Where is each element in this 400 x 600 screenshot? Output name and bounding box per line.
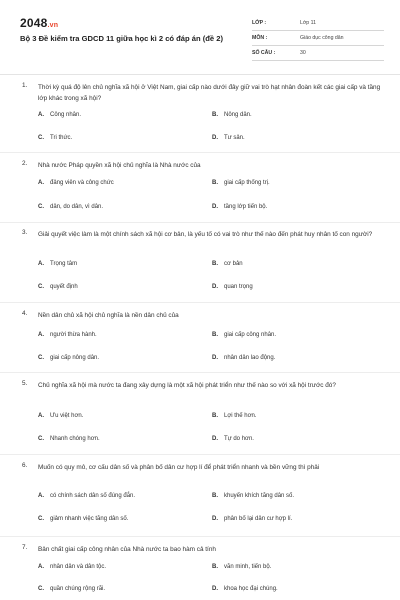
option-c[interactable]: C. Tri thức. — [38, 135, 73, 141]
meta-class: LỚP : Lớp 11 — [252, 16, 384, 31]
option-a[interactable]: A. Ưu việt hơn. — [38, 413, 84, 419]
exam-page: 2048.vn Bộ 3 Đề kiểm tra GDCD 11 giữa học kì 2 có đáp án (đề 2) LỚP : Lớp 11 MÔN : Giáo dục công dân SỐ CÂU : 30 1. Thời kỳ quá độ lên chủ nghĩa xã hội ở Việt Nam, giai cấp nào dưới đây giữ vai trò hạt nhân đoàn kết các giai cấp và tầng lớp khác trong xã hội? A. Công nhân. B. Nông dân. C. Tri thức. D. Tư sản. 2. Nhà nước Pháp quyền xã hội chủ nghĩa là Nhà nước của A. đảng viên và công chức B. giai cấp thống trị. C. dân, do dân, vì dân. D. tầng lớp tiến bộ. 3. Giải quyết việc làm là một chính sách xã hội cơ bản, là yếu tố có vai trò như thế nào đến phát huy nhân tố con người? A. Trọng tâm B. cơ bản C. quyết định D. quan trọng 4. Nền dân chủ xã hội chủ nghĩa là nền dân chủ của A. người thừa hành. B. giai cấp công nhân. C. giai cấp nông dân. D. nhân dân lao động. 5. Chủ nghĩa xã hội mà nước ta đang xây dựng là một xã hội phát triển như thế nào so với xã hội trước đó? A. Ưu việt hơn. B. Lợi thế hơn. C. Nhanh chóng hơn. D. Tự do hơn. 6. Muốn có quy mô, cơ cấu dân số và phân bố dân cư hợp lí để phát triển nhanh và bền vững thì phải A. có chính sách dân số đúng đắn. B. khuyến khích tăng dân số. C. giảm nhanh việc tăng dân số. D. phân bố lại dân cư hợp lí. 7. Bản chất giai cấp công nhân của Nhà nước ta bao hàm cả tính A. nhân dân và dân tộc. B. văn minh, tiến bộ. C. quần chúng rộng rãi. D. khoa học đại chúng. — [0, 0, 400, 600]
option-a[interactable]: A. Trọng tâm — [38, 261, 78, 267]
option-b[interactable]: B. Lợi thế hơn. — [212, 413, 257, 419]
meta-subject: MÔN : Giáo dục công dân — [252, 31, 384, 46]
header-divider — [0, 74, 400, 75]
option-a[interactable]: A. nhân dân và dân tộc. — [38, 564, 107, 570]
page-header — [18, 16, 384, 60]
option-a[interactable]: A. có chính sách dân số đúng đắn. — [38, 493, 136, 499]
option-b[interactable]: B. văn minh, tiến bộ. — [212, 564, 272, 570]
option-c[interactable]: C. quyết định — [38, 284, 78, 290]
option-b[interactable]: B. giai cấp thống trị. — [212, 180, 270, 186]
option-d[interactable]: D. nhân dân lao động. — [212, 355, 276, 361]
option-d[interactable]: D. tầng lớp tiến bộ. — [212, 204, 268, 210]
option-c[interactable]: C. Nhanh chóng hơn. — [38, 436, 100, 442]
meta-question-count: SỐ CÂU : 30 — [252, 46, 384, 61]
option-c[interactable]: C. giảm nhanh việc tăng dân số. — [38, 516, 129, 522]
option-d[interactable]: D. khoa học đại chúng. — [212, 586, 278, 592]
exam-meta — [252, 16, 384, 61]
option-a[interactable]: A. người thừa hành. — [38, 332, 97, 338]
option-d[interactable]: D. quan trọng — [212, 284, 253, 290]
option-b[interactable]: B. giai cấp công nhân. — [212, 332, 277, 338]
document-title: Bộ 3 Đề kiểm tra GDCD 11 giữa học kì 2 có đáp án (đề 2) — [20, 34, 223, 43]
question-text: Nền dân chủ xã hội chủ nghĩa là nền dân chủ của — [38, 312, 179, 319]
question-text: Nhà nước Pháp quyền xã hội chủ nghĩa là Nhà nước của — [38, 162, 201, 169]
question-divider — [0, 454, 400, 455]
question-text: Bản chất giai cấp công nhân của Nhà nước ta bao hàm cả tính — [38, 546, 216, 553]
question-text: Giải quyết việc làm là một chính sách xã hội cơ bản, là yếu tố có vai trò như thế nào đến phát huy nhân tố con người? — [38, 231, 373, 238]
option-c[interactable]: C. quần chúng rộng rãi. — [38, 586, 106, 592]
option-b[interactable]: B. Nông dân. — [212, 112, 252, 118]
question-divider — [0, 372, 400, 373]
site-logo[interactable]: 2048.vn — [20, 16, 59, 30]
question-divider — [0, 222, 400, 223]
question-divider — [0, 152, 400, 153]
question-text: Chủ nghĩa xã hội mà nước ta đang xây dựng là một xã hội phát triển như thế nào so với xã hội trước đó? — [38, 382, 336, 389]
question-text: Muốn có quy mô, cơ cấu dân số và phân bố dân cư hợp lí để phát triển nhanh và bền vững thì phải — [38, 464, 320, 471]
option-d[interactable]: D. Tự do hơn. — [212, 436, 254, 442]
option-a[interactable]: A. đảng viên và công chức — [38, 180, 114, 186]
option-a[interactable]: A. Công nhân. — [38, 112, 82, 118]
option-d[interactable]: D. phân bố lại dân cư hợp lí. — [212, 516, 293, 522]
option-c[interactable]: C. giai cấp nông dân. — [38, 355, 100, 361]
option-d[interactable]: D. Tư sản. — [212, 135, 245, 141]
question-text: Thời kỳ quá độ lên chủ nghĩa xã hội ở Việt Nam, giai cấp nào dưới đây giữ vai trò hạt nhân đoàn kết các giai cấp và tầng lớp khác trong xã hội? — [38, 84, 381, 102]
question-divider — [0, 302, 400, 303]
question-divider — [0, 536, 400, 537]
option-c[interactable]: C. dân, do dân, vì dân. — [38, 204, 104, 210]
option-b[interactable]: B. cơ bản — [212, 261, 243, 267]
option-b[interactable]: B. khuyến khích tăng dân số. — [212, 493, 295, 499]
